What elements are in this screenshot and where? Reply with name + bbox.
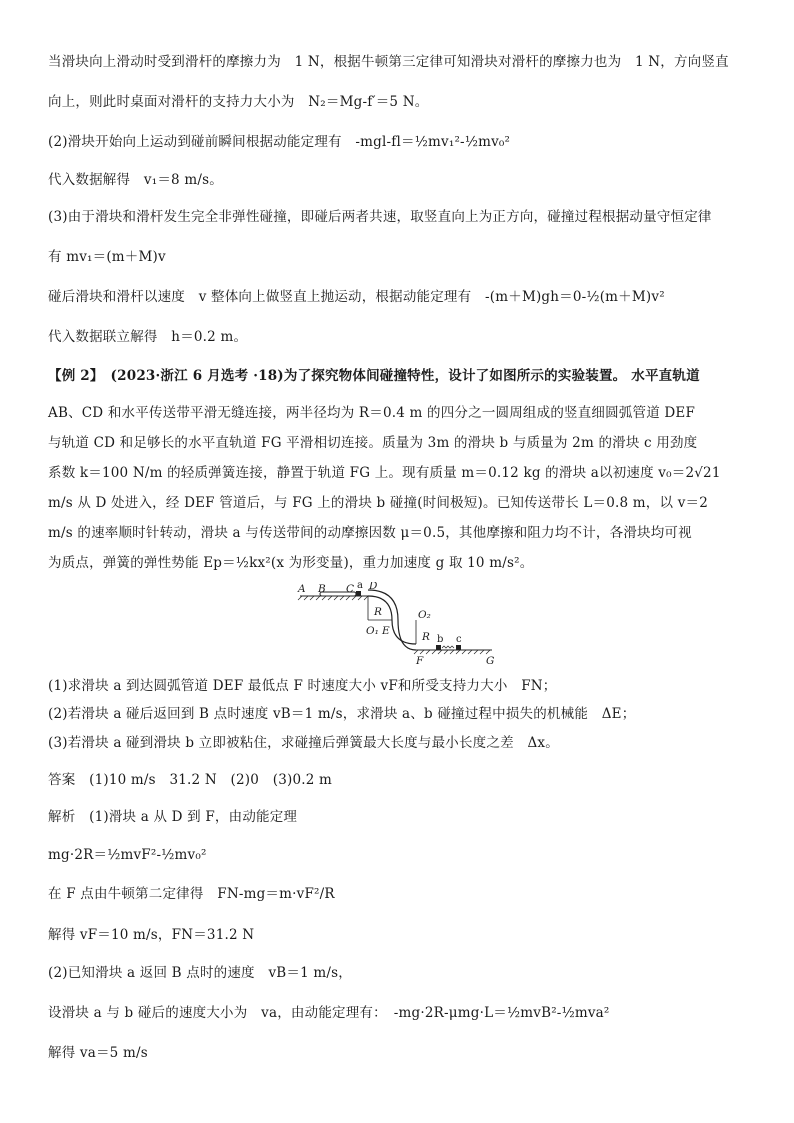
result-line-2: 解得 va＝5 m/s — [48, 1045, 148, 1061]
label-block-c: c — [456, 634, 462, 645]
equation-line-2: 在 F 点由牛顿第二定律得 FN-mg＝m·vF²/R — [48, 886, 335, 902]
label-g-point: G — [486, 655, 495, 667]
block-a — [356, 591, 361, 596]
label-radius-1: R — [374, 606, 382, 618]
text-line-6: 有 mv₁＝(m＋M)v — [48, 249, 166, 265]
label-block-b: b — [437, 634, 444, 645]
question-2: (2)若滑块 a 碰后返回到 B 点时速度 vB＝1 m/s，求滑块 a、b 碰撞过程中损失的机械能 ΔE； — [48, 706, 636, 722]
label-block-a: a — [357, 582, 363, 591]
answer-line: 答案 (1)10 m/s 31.2 N (2)0 (3)0.2 m — [48, 772, 333, 788]
equation-line-3: 设滑块 a 与 b 碰后的速度大小为 va，由动能定理有： -mg·2R-μmg·L＝½mvB²-½mva² — [48, 1005, 610, 1021]
text-line-7: 碰后滑块和滑杆以速度 v 整体向上做竖直上抛运动，根据动能定理有 -(m＋M)gh＝0-½(m＋M)v² — [48, 289, 665, 305]
question-3: (3)若滑块 a 碰到滑块 b 立即被粘住，求碰撞后弹簧最大长度与最小长度之差 Δx。 — [48, 735, 559, 751]
question-1: (1)求滑块 a 到达圆弧管道 DEF 最低点 F 时速度大小 vF和所受支持力大小 FN； — [48, 678, 557, 694]
text-line-15: 为质点，弹簧的弹性势能 Ep＝½kx²(x 为形变量)，重力加速度 g 取 10 m/s²。 — [48, 555, 534, 571]
analysis-line-1: 解析 (1)滑块 a 从 D 到 F，由动能定理 — [48, 809, 298, 825]
text-line-12: 系数 k＝100 N/m 的轻质弹簧连接，静置于轨道 FG 上。现有质量 m＝0.12 kg 的滑块 a以初速度 v₀＝2√21 — [48, 465, 721, 481]
equation-line-1: mg·2R＝½mvF²-½mv₀² — [48, 847, 207, 863]
label-radius-2: R — [422, 631, 430, 643]
text-line-8: 代入数据联立解得 h＝0.2 m。 — [48, 329, 248, 345]
example-heading: 【例 2】 (2023·浙江 6 月选考 ·18)为了探究物体间碰撞特性，设计了如图所示的实验装置。 水平直轨道 — [48, 368, 700, 384]
result-line-1: 解得 vF＝10 m/s，FN＝31.2 N — [48, 927, 255, 943]
text-line-2: 向上，则此时桌面对滑杆的支持力大小为 N₂＝Mg-f′＝5 N。 — [48, 94, 429, 110]
text-line-13: m/s 从 D 处进入，经 DEF 管道后，与 FG 上的滑块 b 碰撞(时间极短)。已知传送带长 L＝0.8 m，以 v＝2 — [48, 495, 709, 511]
analysis-line-2: (2)已知滑块 a 返回 B 点时的速度 vB＝1 m/s， — [48, 965, 352, 981]
label-d-point: D — [369, 582, 378, 592]
label-a-point: A — [298, 583, 306, 595]
label-c-point: C — [346, 583, 355, 595]
track-hatching-right — [414, 650, 490, 654]
label-f-point: F — [416, 655, 424, 667]
text-line-1: 当滑块向上滑动时受到滑杆的摩擦力为 1 N，根据牛顿第三定律可知滑块对滑杆的摩擦力也为 1 N，方向竖直 — [48, 54, 729, 70]
text-line-3: (2)滑块开始向上运动到碰前瞬间根据动能定理有 -mgl-fl＝½mv₁²-½mv₀² — [48, 134, 511, 150]
text-line-5: (3)由于滑块和滑杆发生完全非弹性碰撞，即碰后两者共速，取竖直向上为正方向，碰撞过程根据动量守恒定律 — [48, 209, 712, 225]
track-hatching-left — [298, 596, 368, 600]
text-line-4: 代入数据解得 v₁＝8 m/s。 — [48, 172, 223, 188]
label-e-point: E — [382, 625, 390, 637]
text-line-10: AB、CD 和水平传送带平滑无缝连接，两半径均为 R＝0.4 m 的四分之一圆周组成的竖直细圆弧管道 DEF — [48, 405, 696, 421]
label-o2: O₂ — [418, 609, 431, 621]
track-figure — [296, 582, 506, 668]
spring — [442, 646, 454, 648]
block-c — [456, 645, 461, 650]
label-o1: O₁ — [366, 625, 379, 637]
block-b — [436, 645, 441, 650]
text-line-11: 与轨道 CD 和足够长的水平直轨道 FG 平滑相切连接。质量为 3m 的滑块 b 与质量为 2m 的滑块 c 用劲度 — [48, 435, 698, 451]
text-line-14: m/s 的速率顺时针转动，滑块 a 与传送带间的动摩擦因数 μ＝0.5，其他摩擦和阻力均不计，各滑块均可视 — [48, 525, 692, 541]
label-b-point: B — [318, 583, 326, 595]
